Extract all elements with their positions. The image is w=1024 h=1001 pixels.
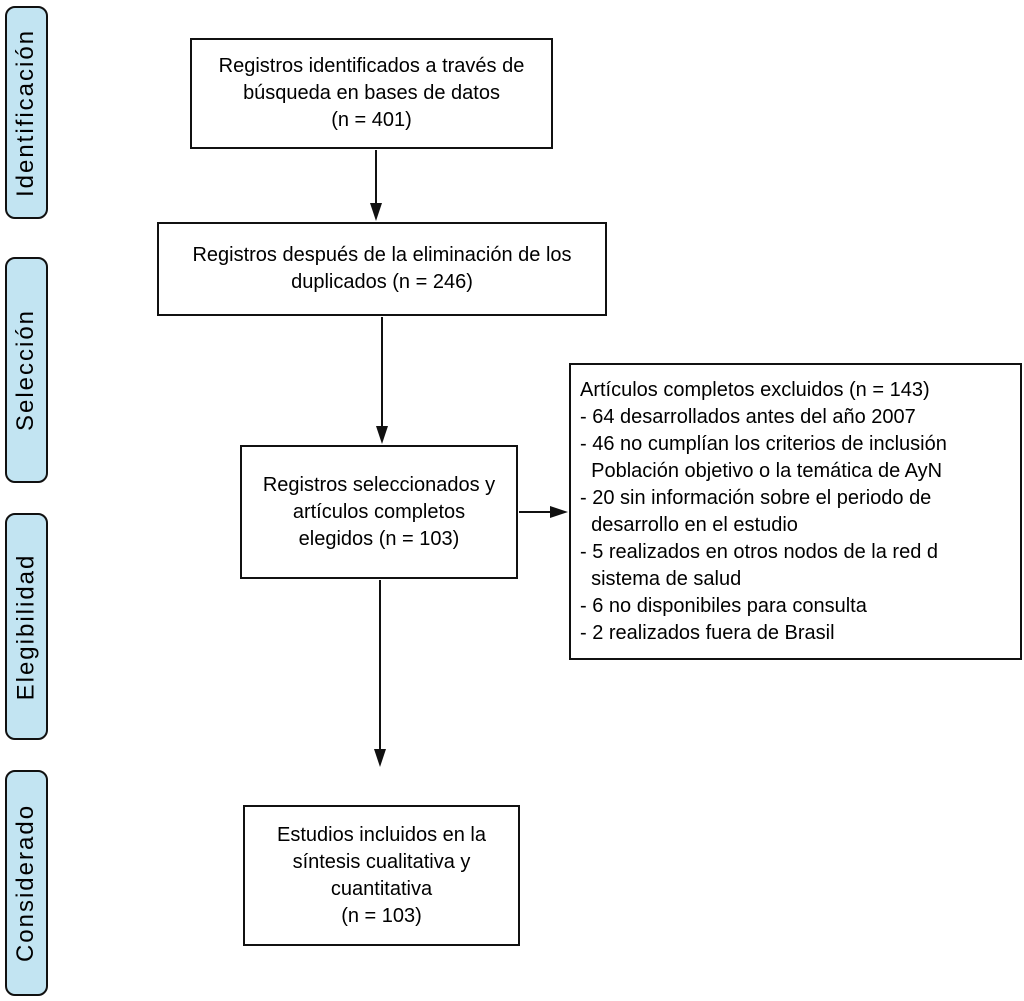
box-text-line: - 6 no disponibiles para consulta bbox=[580, 595, 867, 617]
box-text-line: Estudios incluidos en la bbox=[276, 823, 486, 846]
box-text-line: - 20 sin información sobre el periodo de bbox=[580, 487, 932, 509]
box-records-identified bbox=[190, 38, 553, 149]
box-text-line: Registros después de la eliminación de los bbox=[192, 244, 572, 266]
stage-label-text: Considerado bbox=[12, 803, 40, 963]
box-text-line: cuantitativa bbox=[330, 877, 433, 900]
box-text-line: Registros identificados a través de bbox=[218, 55, 525, 77]
box-articles-excluded bbox=[569, 363, 1022, 660]
box-text-line: duplicados (n = 246) bbox=[291, 271, 473, 293]
box-text-line: desarrollo en el estudio bbox=[580, 514, 798, 536]
box-records-selected bbox=[240, 445, 518, 579]
box-text-line: (n = 103) bbox=[341, 904, 422, 927]
stage-label-considerado bbox=[5, 770, 48, 996]
box-records-deduplicated bbox=[157, 222, 607, 316]
stage-label-seleccion bbox=[5, 257, 48, 483]
box-text-line: artículos completos bbox=[292, 500, 466, 523]
stage-label-identificacion bbox=[5, 6, 48, 219]
box-text-line: Registros seleccionados y bbox=[262, 473, 496, 496]
box-text-line: - 2 realizados fuera de Brasil bbox=[580, 622, 835, 644]
stage-label-text: Selección bbox=[12, 308, 40, 432]
box-text-line: - 5 realizados en otros nodos de la red d bbox=[580, 541, 938, 563]
box-text-line: Artículos completos excluidos (n = 143) bbox=[580, 379, 930, 401]
stage-label-elegibilidad bbox=[5, 513, 48, 740]
stage-label-text: Elegibilidad bbox=[12, 553, 40, 700]
box-studies-included bbox=[243, 805, 520, 946]
box-text-line: - 64 desarrollados antes del año 2007 bbox=[580, 406, 916, 428]
box-text-line: elegidos (n = 103) bbox=[298, 527, 460, 550]
box-text-line: síntesis cualitativa y bbox=[292, 850, 471, 873]
box-text-line: sistema de salud bbox=[580, 568, 742, 590]
stage-label-text: Identificación bbox=[12, 28, 40, 197]
box-text-line: - 46 no cumplían los criterios de inclusión bbox=[580, 433, 947, 455]
box-text-line: búsqueda en bases de datos bbox=[243, 82, 500, 104]
box-text-line: (n = 401) bbox=[331, 109, 412, 131]
box-text-line: Población objetivo o la temática de AyN bbox=[580, 460, 943, 482]
